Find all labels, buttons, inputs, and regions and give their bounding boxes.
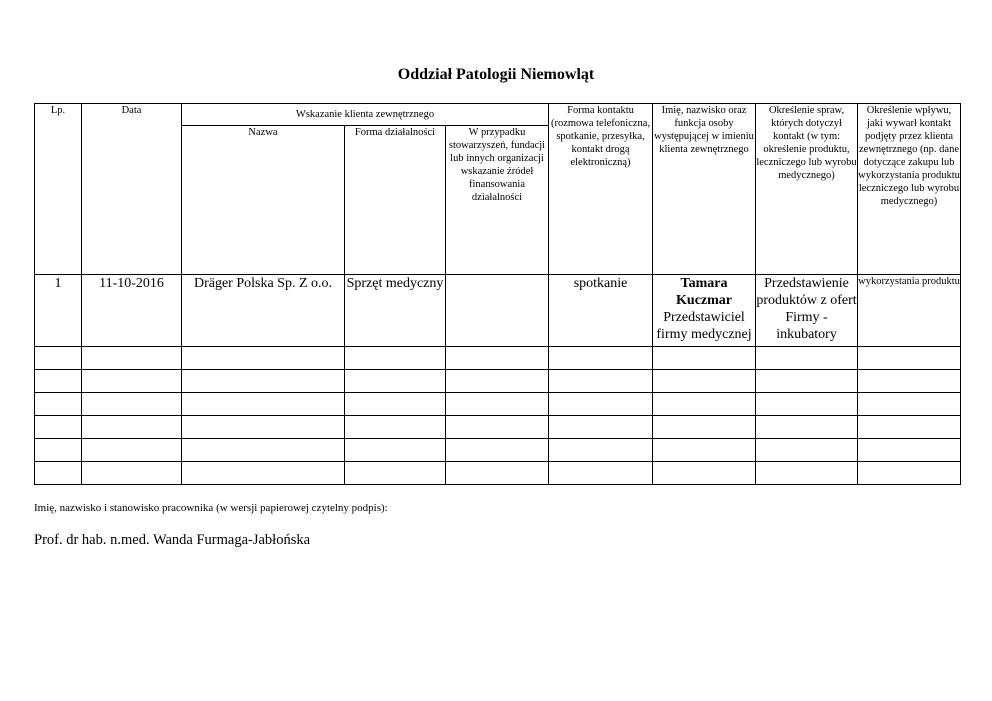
empty-cell bbox=[345, 370, 446, 393]
empty-cell bbox=[446, 439, 549, 462]
cell-okreslenie-wplywu: wykorzystania produktu bbox=[858, 275, 961, 347]
empty-cell bbox=[653, 416, 756, 439]
empty-cell bbox=[82, 416, 182, 439]
empty-cell bbox=[345, 416, 446, 439]
header-group-klient: Wskazanie klienta zewnętrznego bbox=[182, 104, 549, 126]
cell-osoba-imie: Tamara Kuczmar bbox=[676, 276, 732, 308]
table-row bbox=[35, 275, 961, 347]
signature-label: Imię, nazwisko i stanowisko pracownika (w wersji papierowej czytelny podpis): bbox=[34, 502, 388, 514]
empty-cell bbox=[35, 439, 82, 462]
header-okreslenie-spraw: Określenie spraw, których dotyczył kontakt (w tym: określenie produktu, leczniczego lub wyrobu medycznego) bbox=[756, 104, 858, 275]
empty-cell bbox=[756, 462, 858, 485]
header-forma-dzialalnosci: Forma działalności bbox=[345, 126, 446, 275]
header-w-przypadku: W przypadku stowarzyszeń, fundacji lub innych organizacji wskazanie źródeł finansowania działalności bbox=[446, 126, 549, 275]
cell-osoba bbox=[653, 275, 756, 347]
empty-cell bbox=[35, 370, 82, 393]
empty-cell bbox=[182, 439, 345, 462]
empty-cell bbox=[35, 393, 82, 416]
empty-cell bbox=[549, 439, 653, 462]
empty-cell bbox=[549, 416, 653, 439]
empty-cell bbox=[446, 347, 549, 370]
empty-table-row bbox=[35, 439, 961, 462]
empty-cell bbox=[653, 462, 756, 485]
empty-cell bbox=[35, 462, 82, 485]
empty-cell bbox=[82, 439, 182, 462]
empty-cell bbox=[756, 370, 858, 393]
cell-w-przypadku bbox=[446, 275, 549, 347]
cell-forma-kontaktu: spotkanie bbox=[549, 275, 653, 347]
cell-osoba-funkcja: Przedstawiciel firmy medycznej bbox=[656, 310, 752, 342]
page-title: Oddział Patologii Niemowląt bbox=[397, 66, 595, 83]
empty-cell bbox=[345, 439, 446, 462]
empty-cell bbox=[653, 393, 756, 416]
empty-table-row bbox=[35, 462, 961, 485]
empty-cell bbox=[182, 416, 345, 439]
empty-cell bbox=[653, 370, 756, 393]
empty-cell bbox=[549, 462, 653, 485]
header-imie-nazwisko: Imię, nazwisko oraz funkcja osoby występującej w imieniu klienta zewnętrznego bbox=[653, 104, 756, 275]
empty-cell bbox=[858, 439, 961, 462]
header-lp: Lp. bbox=[35, 104, 82, 275]
empty-cell bbox=[182, 393, 345, 416]
header-row bbox=[35, 104, 961, 126]
empty-cell bbox=[446, 370, 549, 393]
empty-cell bbox=[653, 347, 756, 370]
empty-table-row bbox=[35, 416, 961, 439]
contact-register-table bbox=[34, 103, 961, 485]
signature-name: Prof. dr hab. n.med. Wanda Furmaga-Jabłońska bbox=[34, 532, 311, 548]
empty-rows bbox=[35, 347, 961, 485]
empty-cell bbox=[345, 393, 446, 416]
empty-cell bbox=[345, 462, 446, 485]
empty-cell bbox=[82, 393, 182, 416]
empty-table-row bbox=[35, 347, 961, 370]
cell-data: 11-10-2016 bbox=[82, 275, 182, 347]
cell-lp: 1 bbox=[35, 275, 82, 347]
empty-cell bbox=[756, 393, 858, 416]
empty-cell bbox=[549, 393, 653, 416]
empty-cell bbox=[345, 347, 446, 370]
empty-cell bbox=[182, 370, 345, 393]
empty-table-row bbox=[35, 370, 961, 393]
header-forma-kontaktu: Forma kontaktu (rozmowa telefoniczna, spotkanie, przesyłka, kontakt drogą elektroniczną) bbox=[549, 104, 653, 275]
empty-cell bbox=[858, 393, 961, 416]
header-data: Data bbox=[82, 104, 182, 275]
header-okreslenie-wplywu: Określenie wpływu, jaki wywarł kontakt podjęty przez klienta zewnętrznego (np. dane dotyczące zakupu lub wykorzystania produktu leczniczego lub wyrobu medycznego) bbox=[858, 104, 961, 275]
empty-cell bbox=[549, 347, 653, 370]
empty-cell bbox=[182, 347, 345, 370]
cell-okreslenie-spraw: Przedstawienie produktów z ofert Firmy - inkubatory bbox=[756, 275, 858, 347]
empty-cell bbox=[858, 347, 961, 370]
empty-cell bbox=[182, 462, 345, 485]
cell-nazwa: Dräger Polska Sp. Z o.o. bbox=[182, 275, 345, 347]
empty-cell bbox=[35, 347, 82, 370]
empty-cell bbox=[82, 347, 182, 370]
empty-cell bbox=[446, 393, 549, 416]
empty-cell bbox=[858, 462, 961, 485]
empty-cell bbox=[35, 416, 82, 439]
empty-cell bbox=[653, 439, 756, 462]
empty-cell bbox=[756, 439, 858, 462]
cell-forma-dzialalnosci: Sprzęt medyczny bbox=[345, 275, 446, 347]
empty-table-row bbox=[35, 393, 961, 416]
empty-cell bbox=[446, 416, 549, 439]
header-nazwa: Nazwa bbox=[182, 126, 345, 275]
empty-cell bbox=[756, 416, 858, 439]
empty-cell bbox=[858, 370, 961, 393]
empty-cell bbox=[446, 462, 549, 485]
empty-cell bbox=[549, 370, 653, 393]
empty-cell bbox=[756, 347, 858, 370]
empty-cell bbox=[82, 370, 182, 393]
empty-cell bbox=[82, 462, 182, 485]
empty-cell bbox=[858, 416, 961, 439]
